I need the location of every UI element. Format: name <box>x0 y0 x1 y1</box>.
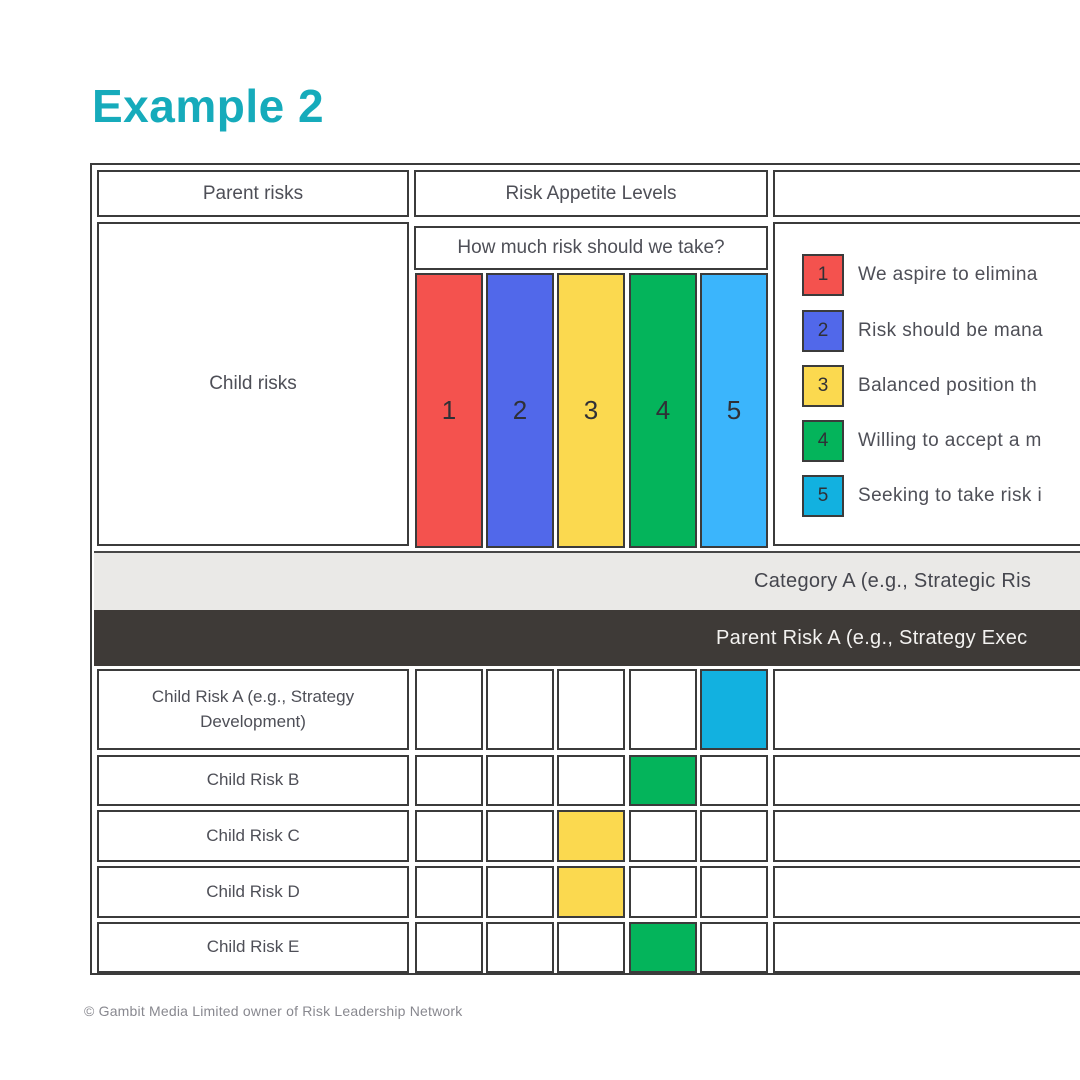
legend-swatch-4: 4 <box>802 420 844 462</box>
child-risk-label: Child Risk D <box>97 866 409 918</box>
level-cell-3 <box>557 755 625 806</box>
level-cell-4 <box>629 669 697 750</box>
level-cell-1 <box>415 922 483 973</box>
level-cell-2 <box>486 922 554 973</box>
legend-item-1 <box>802 254 1038 296</box>
header-description <box>773 170 1080 217</box>
legend-item-4 <box>802 420 1042 462</box>
parent-risk-band-label: Parent Risk A (e.g., Strategy Exec <box>716 626 1028 649</box>
level-cell-3 <box>557 922 625 973</box>
level-cell-2 <box>486 755 554 806</box>
legend-swatch-3: 3 <box>802 365 844 407</box>
level-cell-4 <box>629 755 697 806</box>
level-cell-2 <box>486 810 554 862</box>
level-cell-3 <box>557 866 625 918</box>
child-row-b <box>92 755 1080 806</box>
legend-swatch-1: 1 <box>802 254 844 296</box>
level-cell-3 <box>557 810 625 862</box>
child-risk-label: Child Risk C <box>97 810 409 862</box>
parent-risk-band <box>94 610 1080 666</box>
level-cell-1 <box>415 810 483 862</box>
level-cell-4 <box>629 866 697 918</box>
level-cell-3 <box>557 669 625 750</box>
legend-label-2: Risk should be mana <box>858 320 1044 341</box>
appetite-level-bar-4: 4 <box>629 273 697 548</box>
description-cell <box>773 866 1080 918</box>
legend-label-5: Seeking to take risk i <box>858 485 1043 506</box>
appetite-level-bar-1: 1 <box>415 273 483 548</box>
level-cell-2 <box>486 866 554 918</box>
page-title: Example 2 <box>92 80 325 132</box>
legend-label-4: Willing to accept a m <box>858 430 1042 451</box>
level-cell-1 <box>415 755 483 806</box>
legend-item-3 <box>802 365 1037 407</box>
header-risk-appetite-levels: Risk Appetite Levels <box>414 170 768 217</box>
risk-table-viewport <box>90 163 1080 979</box>
level-cell-2 <box>486 669 554 750</box>
header-parent-risks: Parent risks <box>97 170 409 217</box>
description-cell <box>773 922 1080 973</box>
description-cell <box>773 810 1080 862</box>
category-band-label: Category A (e.g., Strategic Ris <box>754 570 1032 592</box>
appetite-level-bar-3: 3 <box>557 273 625 548</box>
level-cell-5 <box>700 755 768 806</box>
appetite-level-bar-5: 5 <box>700 273 768 548</box>
child-row-c <box>92 810 1080 862</box>
level-cell-4 <box>629 810 697 862</box>
copyright-note: © Gambit Media Limited owner of Risk Leadership Network <box>84 1003 463 1019</box>
legend-label-3: Balanced position th <box>858 375 1038 396</box>
child-risks-label-cell: Child risks <box>97 222 409 546</box>
level-cell-5 <box>700 922 768 973</box>
legend-item-5 <box>802 475 1042 517</box>
question-cell: How much risk should we take? <box>414 226 768 270</box>
child-risk-label: Child Risk E <box>97 922 409 973</box>
category-band <box>94 551 1080 610</box>
level-cell-5 <box>700 810 768 862</box>
level-cell-5 <box>700 669 768 750</box>
legend-item-2 <box>802 310 1043 352</box>
description-cell <box>773 669 1080 750</box>
legend-label-1: We aspire to elimina <box>858 264 1038 285</box>
risk-appetite-table <box>90 163 1080 975</box>
child-row-e <box>92 922 1080 973</box>
level-cell-1 <box>415 669 483 750</box>
child-risk-label: Child Risk A (e.g., Strategy Development) <box>97 669 409 750</box>
level-cell-4 <box>629 922 697 973</box>
level-cell-1 <box>415 866 483 918</box>
description-cell <box>773 755 1080 806</box>
level-cell-5 <box>700 866 768 918</box>
child-row-d <box>92 866 1080 918</box>
child-row-a <box>92 669 1080 750</box>
child-risk-label: Child Risk B <box>97 755 409 806</box>
appetite-level-bar-2: 2 <box>486 273 554 548</box>
legend-swatch-5: 5 <box>802 475 844 517</box>
legend-swatch-2: 2 <box>802 310 844 352</box>
